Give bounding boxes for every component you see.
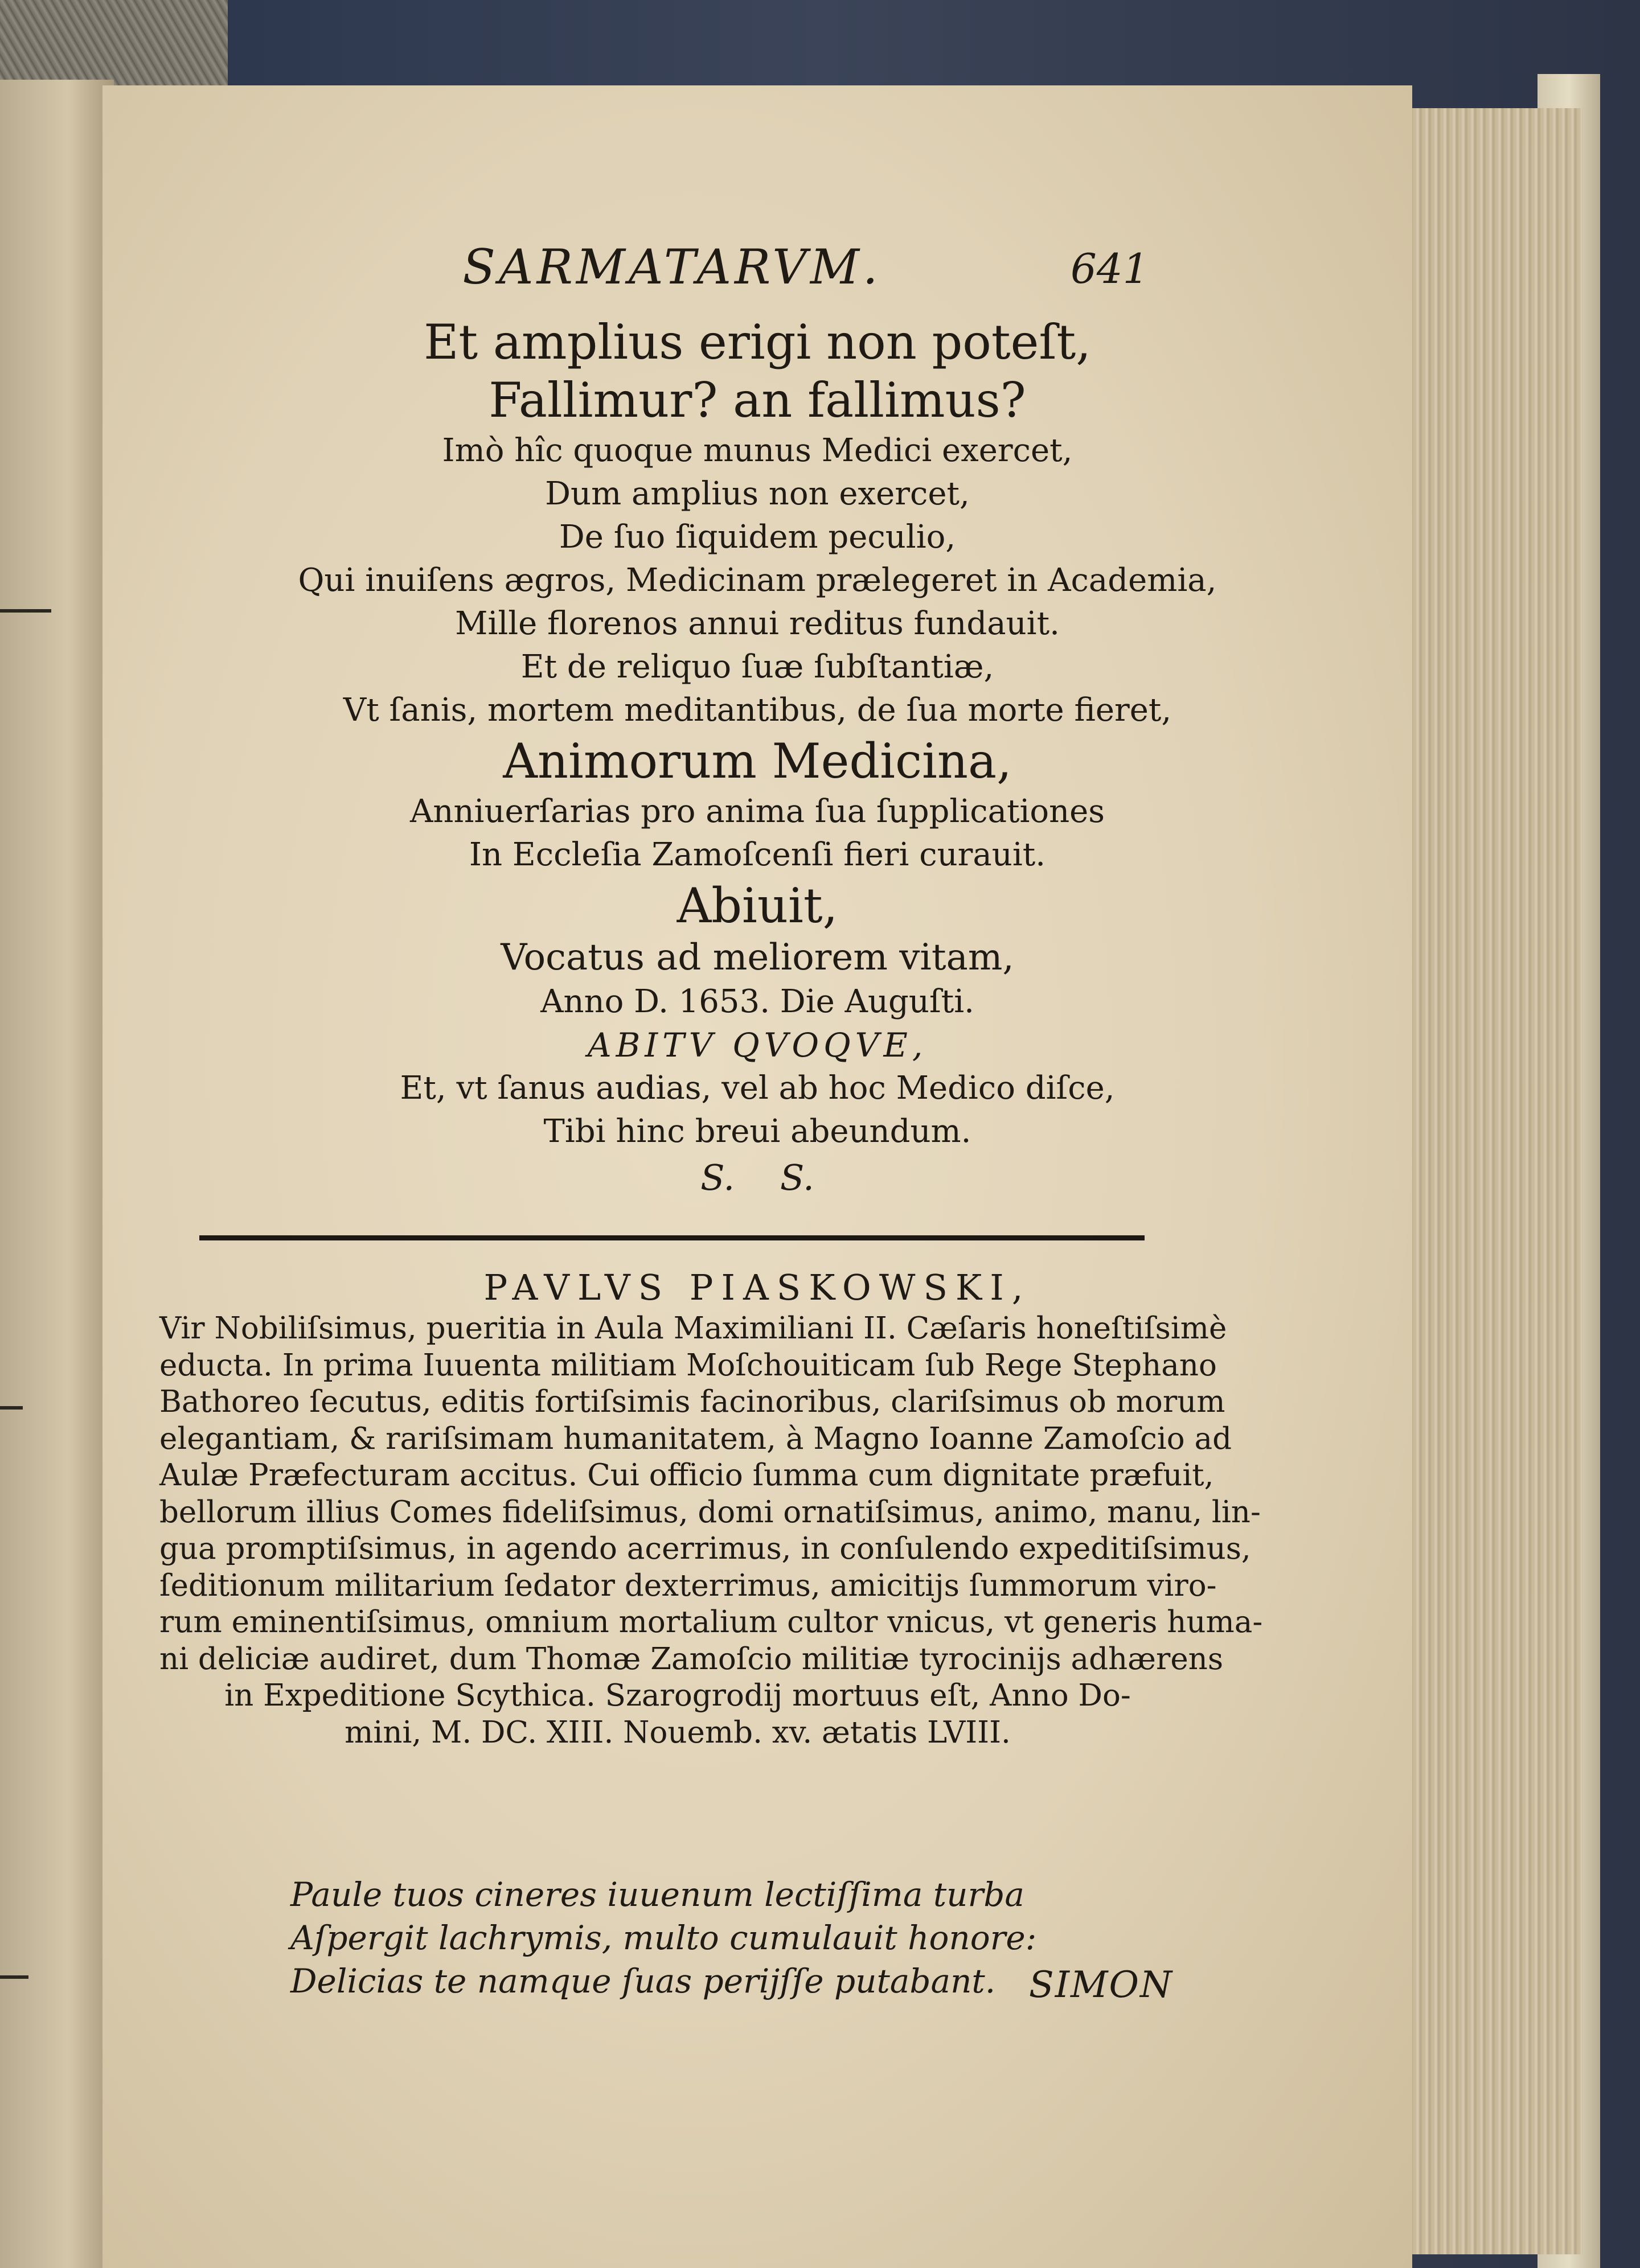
section-rule xyxy=(199,1235,1145,1240)
inscription-line: Abiuit, xyxy=(676,878,838,934)
book-binding xyxy=(0,0,228,85)
inscription-line: Anniuerſarias pro anima ſua ſupplicationes xyxy=(409,793,1105,830)
verse-line: Delicias te namque ſuas perijſſe putabant. xyxy=(290,1962,996,2000)
biography-line: mini, M. DC. XIII. Nouemb. xv. ætatis LVIII. xyxy=(345,1715,1011,1750)
book-page xyxy=(102,85,1412,2268)
inscription-line: Imò hîc quoque munus Medici exercet, xyxy=(442,432,1073,469)
biography-line: Vir Nobiliſsimus, pueritia in Aula Maximiliani II. Cæſaris honeſtiſsimè xyxy=(159,1311,1227,1346)
ink-mark xyxy=(0,1975,28,1979)
inscription-line: De ſuo ſiquidem peculio, xyxy=(559,519,956,556)
biography-line: in Expeditione Scythica. Szarogrodij mortuus eſt, Anno Do- xyxy=(224,1678,1131,1713)
biography-text xyxy=(159,1310,1263,1751)
inscription-line: Mille florenos annui reditus fundauit. xyxy=(455,605,1060,642)
inscription-line: Tibi hinc breui abeundum. xyxy=(543,1113,971,1150)
biography-line: gua promptiſsimus, in agendo acerrimus, in conſulendo expeditiſsimus, xyxy=(159,1531,1251,1566)
inscription-line: Dum amplius non exercet, xyxy=(545,475,970,512)
biography-line: ſeditionum militarium ſedator dexterrimus, amicitijs ſummorum viro- xyxy=(159,1568,1217,1603)
biography-line: educta. In prima Iuuenta militiam Moſchouiticam ſub Rege Stephano xyxy=(159,1347,1217,1383)
verse-line: Paule tuos cineres iuuenum lectiſſima turba xyxy=(290,1875,1024,1914)
inscription-line: Fallimur? an fallimus? xyxy=(489,372,1026,428)
catchword: SIMON xyxy=(1028,1964,1173,2006)
biography-line: ni deliciæ audiret, dum Thomæ Zamoſcio militiæ tyrocinijs adhærens xyxy=(159,1641,1224,1677)
inscription-line: S. S. xyxy=(700,1157,814,1198)
inscription-line: Qui inuiſens ægros, Medicinam prælegeret in Academia, xyxy=(298,562,1217,599)
inscription-line: Et, vt ſanus audias, vel ab hoc Medico diſce, xyxy=(400,1070,1115,1107)
inscription-line: Vocatus ad meliorem vitam, xyxy=(501,936,1014,979)
inscription-line: ABITV QVOQVE, xyxy=(587,1026,928,1065)
page-header xyxy=(102,239,1412,307)
previous-page-edge xyxy=(0,80,114,2268)
epitaph-inscription xyxy=(102,313,1412,1281)
inscription-line: Anno D. 1653. Die Auguſti. xyxy=(540,983,974,1020)
ink-mark xyxy=(0,1406,23,1410)
biography-heading: PAVLVS PIASKOWSKI, xyxy=(483,1267,1031,1308)
biography-line: Aulæ Præfecturam accitus. Cui officio ſumma cum dignitate præfuit, xyxy=(159,1458,1214,1493)
inscription-line: In Eccleſia Zamoſcenſi fieri curauit. xyxy=(469,836,1046,873)
biography-line: rum eminentiſsimus, omnium mortalium cultor vnicus, vt generis huma- xyxy=(159,1605,1263,1640)
biography-line: bellorum illius Comes fideliſsimus, domi ornatiſsimus, animo, manu, lin- xyxy=(159,1494,1261,1530)
verse-line: Aſpergit lachrymis, multo cumulauit honore: xyxy=(290,1918,1037,1957)
biography-line: Bathoreo ſecutus, editis fortiſsimis facinoribus, clariſsimus ob morum xyxy=(159,1384,1225,1419)
page-number: 641 xyxy=(1071,245,1149,293)
inscription-line: Et de reliquo ſuæ ſubſtantiæ, xyxy=(520,648,994,685)
inscription-line: Et amplius erigi non poteſt, xyxy=(424,314,1091,370)
biography-line: elegantiam, & rariſsimam humanitatem, à Magno Ioanne Zamoſcio ad xyxy=(159,1421,1232,1456)
inscription-line: Vt ſanis, mortem meditantibus, de ſua morte fieret, xyxy=(343,692,1172,729)
running-title: SARMATARVM. xyxy=(462,239,882,295)
inscription-line: Animorum Medicina, xyxy=(503,733,1012,789)
ink-mark xyxy=(0,609,51,613)
